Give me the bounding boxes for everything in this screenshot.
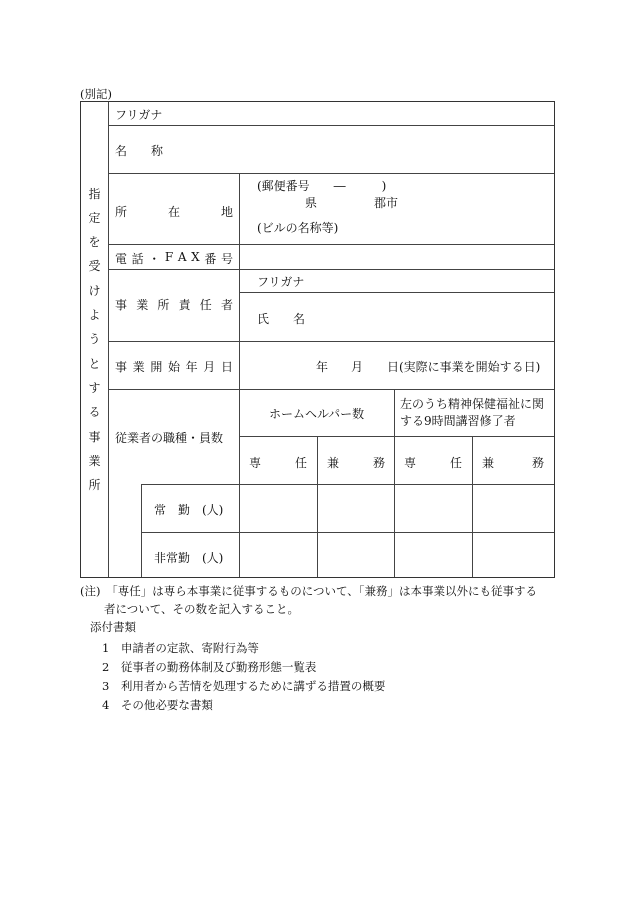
label-char: 地 bbox=[220, 205, 233, 219]
label-char: X bbox=[191, 250, 200, 264]
label-char: 専 bbox=[404, 456, 417, 470]
label-char: 務 bbox=[372, 456, 385, 470]
start-date-label bbox=[115, 358, 233, 375]
side-label-char: う bbox=[88, 332, 101, 347]
label-char: 任 bbox=[449, 456, 462, 470]
furigana-label: フリガナ bbox=[115, 108, 163, 122]
label-char: F bbox=[164, 250, 174, 264]
label-char: 業 bbox=[132, 360, 145, 374]
label-char: 専 bbox=[249, 456, 262, 470]
label-char: 電 bbox=[115, 252, 128, 266]
label-char: 兼 bbox=[482, 456, 495, 470]
label-char: 業 bbox=[136, 298, 149, 312]
label-char: 務 bbox=[531, 456, 544, 470]
label-char: 在 bbox=[167, 205, 180, 219]
city-label: 郡市 bbox=[374, 196, 399, 210]
side-label-char: け bbox=[88, 283, 101, 298]
start-day-note: 日(実際に事業を開始する日) bbox=[387, 360, 541, 374]
label-char: 始 bbox=[167, 360, 180, 374]
fulltime-header-2 bbox=[404, 454, 462, 471]
permanent-row-label: 常 勤 (人) bbox=[154, 503, 224, 517]
label-char: 者 bbox=[220, 298, 233, 312]
label-char: 任 bbox=[199, 298, 212, 312]
start-year: 年 bbox=[316, 360, 329, 374]
manager-name-label: 氏 名 bbox=[257, 312, 306, 326]
concurrent-header bbox=[327, 454, 385, 471]
manager-label bbox=[115, 296, 233, 313]
side-label-char: 事 bbox=[88, 429, 101, 444]
label-char: 所 bbox=[115, 205, 128, 219]
prefecture-label: 県 bbox=[305, 196, 318, 210]
label-char: 号 bbox=[220, 252, 233, 266]
side-label-char: 指 bbox=[88, 186, 101, 201]
label-char: 事 bbox=[115, 298, 128, 312]
label-char: 話 bbox=[131, 252, 144, 266]
side-label-char: 所 bbox=[88, 478, 101, 493]
side-label-char: と bbox=[88, 356, 101, 371]
side-label-char: よ bbox=[88, 308, 101, 323]
concurrent-header-2 bbox=[482, 454, 544, 471]
address-label bbox=[115, 203, 233, 220]
note-line-2: 者について、その数を記入すること。 bbox=[104, 602, 300, 616]
label-char: 番 bbox=[204, 252, 217, 266]
staff-label: 従業者の職種・員数 bbox=[115, 431, 224, 445]
postal-code-field: (郵便番号 ― ) bbox=[257, 179, 387, 193]
label-char: A bbox=[177, 250, 187, 264]
building-name-field: (ビルの名称等) bbox=[257, 221, 339, 235]
home-helper-count-header: ホームヘルパー数 bbox=[269, 407, 365, 421]
manager-furigana-label: フリガナ bbox=[257, 275, 305, 289]
trained-header-line1: 左のうち精神保健福祉に関 bbox=[400, 397, 545, 411]
label-char: 任 bbox=[294, 456, 307, 470]
attachments-title: 添付書類 bbox=[90, 620, 136, 634]
attachment-item: 3 利用者から苦情を処理するために講ずる措置の概要 bbox=[102, 679, 386, 693]
side-label bbox=[81, 102, 108, 577]
label-char: 責 bbox=[178, 298, 191, 312]
attachment-item: 1 申請者の定款、寄附行為等 bbox=[102, 641, 259, 655]
fulltime-header bbox=[249, 454, 307, 471]
side-label-char: 受 bbox=[88, 259, 101, 274]
label-char: 月 bbox=[203, 360, 216, 374]
label-char: 開 bbox=[150, 360, 163, 374]
attachment-item: 4 その他必要な書類 bbox=[102, 698, 213, 712]
start-month: 月 bbox=[351, 360, 364, 374]
side-label-char: を bbox=[88, 235, 101, 250]
side-label-char: 定 bbox=[88, 210, 101, 225]
phone-fax-label bbox=[115, 250, 233, 267]
nonpermanent-row-label: 非常勤 (人) bbox=[154, 551, 224, 565]
side-label-char: す bbox=[88, 380, 101, 395]
label-char: 事 bbox=[115, 360, 128, 374]
label-char: 所 bbox=[157, 298, 170, 312]
heading: (別記) bbox=[80, 87, 112, 101]
name-label: 名 称 bbox=[115, 144, 164, 158]
trained-header-line2: する9時間講習修了者 bbox=[400, 414, 516, 428]
attachment-item: 2 従事者の勤務体制及び勤務形態一覧表 bbox=[102, 660, 317, 674]
note-line-1: (注) 「専任」は専ら本事業に従事するものについて、「兼務」は本事業以外にも従事する bbox=[80, 584, 538, 598]
application-form-table bbox=[80, 101, 555, 578]
label-char: ・ bbox=[148, 252, 161, 266]
side-label-char: 業 bbox=[88, 453, 101, 468]
side-label-char: る bbox=[88, 405, 101, 420]
label-char: 年 bbox=[185, 360, 198, 374]
label-char: 兼 bbox=[327, 456, 340, 470]
label-char: 日 bbox=[220, 360, 233, 374]
